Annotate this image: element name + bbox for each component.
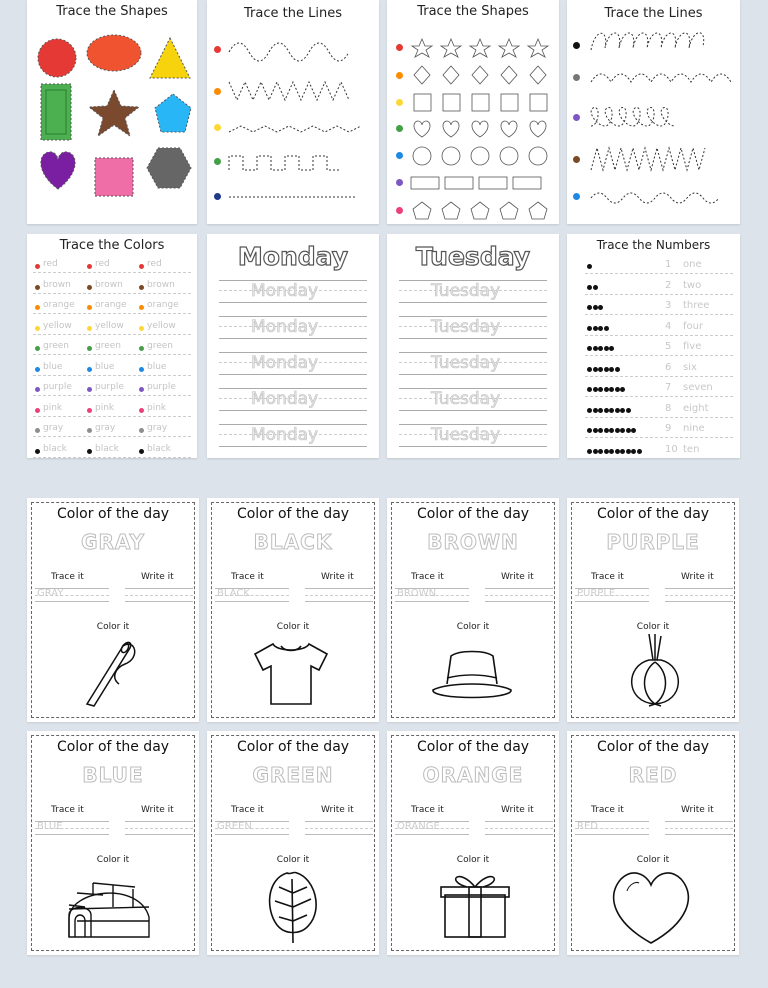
color-it-label: Color it [456,622,490,632]
worksheet-tuesday [387,234,559,458]
number-trace: 1 [665,259,672,270]
count-dot [615,408,620,413]
count-dot [626,408,631,413]
guide-line [33,436,191,437]
count-dot [587,264,592,269]
red-circle [38,39,76,77]
color-card [387,731,559,955]
color-trace-word: pink [95,402,115,413]
number-word-trace: five [683,341,702,352]
color-dot [35,387,40,392]
color-dot [139,346,144,351]
number-trace: 3 [665,300,672,311]
color-dot [87,408,92,413]
trace-label: Trace it [591,572,624,582]
color-dot [87,449,92,454]
write-lines [665,821,733,835]
count-dot [615,387,620,392]
color-card [27,498,199,722]
count-dot [604,449,609,454]
color-it-label: Color it [636,855,670,865]
base-line [219,338,367,339]
color-card [207,731,379,955]
write-label: Write it [321,572,354,582]
day-heading: Tuesday [415,242,531,271]
count-dot [587,428,592,433]
trace-label: Trace it [411,805,444,815]
count-dot [609,408,614,413]
write-lines [485,588,553,602]
base-line [399,446,547,447]
color-dot [35,326,40,331]
color-word: BLUE [82,763,144,787]
number-word-trace: two [683,279,702,291]
base-line [399,302,547,303]
guide-line [585,294,733,295]
color-word: GREEN [252,763,334,787]
needle-icon [85,638,145,710]
color-it-label: Color it [276,622,310,632]
count-dot [587,408,592,413]
write-lines [125,821,193,835]
rectangle-row [411,177,541,189]
purple-heart [41,152,75,189]
color-it-label: Color it [96,855,130,865]
circle-row [413,147,547,165]
count-dot [615,449,620,454]
color-card [567,731,739,955]
color-trace-word: orange [95,300,127,310]
day-trace-word: Tuesday [431,353,501,373]
color-it-label: Color it [636,622,670,632]
count-dot [604,346,609,351]
card-title: Color of the day [236,739,350,755]
sheet-title: Trace the Shapes [417,4,529,19]
color-dot [139,285,144,290]
count-dot [620,408,625,413]
trace-word: GRAY [37,588,64,599]
worksheet-trace-lines-2 [567,0,740,224]
guide-line [585,417,733,418]
number-trace: 6 [665,361,672,373]
color-dot [139,449,144,454]
color-trace-word: blue [95,361,115,372]
count-dot [604,387,609,392]
write-lines [305,821,373,835]
sheet-title: Trace the Shapes [56,4,168,19]
color-trace-word: pink [147,402,167,413]
brown-star [89,90,139,136]
color-card [387,498,559,722]
color-trace-word: red [95,259,110,269]
count-dot [604,367,609,372]
outline-shapes-grid [387,0,559,224]
color-trace-word: yellow [147,320,176,331]
pink-square [95,158,133,196]
trace-word: BLACK [217,588,250,599]
guide-line [33,395,191,396]
base-line [399,374,547,375]
number-trace: 4 [665,320,672,332]
trace-lines-paths [567,0,740,224]
base-line [219,410,367,411]
trace-word: RED [577,821,598,832]
count-dot [609,387,614,392]
color-word: BROWN [427,530,519,554]
count-dot [587,346,592,351]
color-trace-word: black [95,443,119,454]
guide-line [33,416,191,417]
trace-label: Trace it [411,572,444,582]
number-word-trace: four [683,320,704,332]
write-lines [485,821,553,835]
square-row [414,94,547,111]
color-word: BLACK [253,530,333,554]
day-trace-word: Tuesday [431,281,501,301]
color-dot [139,305,144,310]
write-label: Write it [681,572,714,582]
card-title: Color of the day [596,506,710,522]
trace-label: Trace it [231,805,264,815]
day-trace-word: Tuesday [431,389,501,409]
number-word-trace: six [683,361,697,373]
worksheet-trace-colors [27,234,197,458]
shapes-illustration [27,24,197,224]
onion-icon [619,632,691,712]
color-dot [139,367,144,372]
color-dot [87,367,92,372]
color-trace-word: yellow [95,320,124,331]
guide-line [585,355,733,356]
color-dot [35,305,40,310]
count-dot [626,449,631,454]
write-label: Write it [141,805,174,815]
color-trace-word: gray [95,423,116,433]
worksheet-trace-numbers [567,234,740,458]
count-dot [598,387,603,392]
color-it-label: Color it [276,855,310,865]
count-dot [598,326,603,331]
count-dot [593,449,598,454]
count-dot [626,428,631,433]
count-dot [593,326,598,331]
worksheet-trace-shapes-outline [387,0,559,224]
heart-row [414,121,546,137]
color-word: GRAY [81,530,145,554]
count-dot [609,367,614,372]
count-dot [593,367,598,372]
guide-line [585,314,733,315]
day-trace-word: Monday [251,353,319,373]
trace-word: ORANGE [397,821,440,832]
number-trace: 5 [665,341,672,352]
card-title: Color of the day [56,739,170,755]
color-it-label: Color it [96,622,130,632]
color-it-label: Color it [456,855,490,865]
count-dot [609,346,614,351]
color-dot [87,346,92,351]
worksheet-trace-lines-1 [207,0,379,224]
write-label: Write it [501,805,534,815]
color-dot [35,408,40,413]
write-lines [125,588,193,602]
number-word-trace: seven [683,382,713,393]
write-label: Write it [681,805,714,815]
number-word-trace: eight [683,402,709,414]
guide-line [585,437,733,438]
worksheet-monday [207,234,379,458]
trace-word: GREEN [217,821,252,832]
color-trace-word: purple [43,382,72,392]
count-dot [587,387,592,392]
blue-pentagon [155,94,191,132]
base-line [219,374,367,375]
trace-label: Trace it [231,572,264,582]
color-card [207,498,379,722]
gray-hexagon [147,148,191,188]
number-word-trace: one [683,259,702,270]
count-dot [587,449,592,454]
guide-line [33,354,191,355]
number-word-trace: ten [683,443,700,455]
color-dot [35,428,40,433]
color-dot [35,264,40,269]
base-line [399,410,547,411]
color-dot [139,387,144,392]
color-trace-word: green [43,341,69,351]
base-line [399,338,547,339]
count-dot [609,428,614,433]
igloo-icon [63,869,155,941]
guide-line [585,335,733,336]
color-word: ORANGE [422,763,524,787]
pentagon-row [413,202,547,219]
color-trace-word: purple [95,382,124,392]
trace-label: Trace it [591,805,624,815]
color-trace-word: blue [147,361,167,372]
color-trace-word: red [43,259,58,269]
trace-lines-paths [207,0,379,224]
number-trace: 8 [665,402,672,414]
red-oval [87,35,141,71]
color-trace-word: pink [43,402,63,413]
count-dot [604,408,609,413]
count-dot [631,428,636,433]
trace-label: Trace it [51,805,84,815]
count-dot [593,285,598,290]
color-dot [87,285,92,290]
number-trace: 10 [665,443,678,455]
count-dot [620,428,625,433]
color-trace-word: green [95,341,121,351]
count-dot [604,428,609,433]
count-dot [593,387,598,392]
guide-line [585,396,733,397]
color-dot [35,449,40,454]
color-dot [139,326,144,331]
count-dot [598,305,603,310]
color-trace-word: yellow [43,320,72,331]
color-dot [87,428,92,433]
color-trace-word: purple [147,382,176,392]
write-lines [305,588,373,602]
count-dot [620,387,625,392]
day-trace-word: Tuesday [431,317,501,337]
card-title: Color of the day [236,506,350,522]
sheet-title: Trace the Numbers [596,238,711,252]
color-trace-word: orange [147,300,179,310]
color-trace-word: brown [43,279,71,290]
heart-icon [607,869,697,947]
color-word: RED [628,763,678,787]
color-card [567,498,739,722]
count-dot [587,367,592,372]
color-dot [87,264,92,269]
count-dot [598,449,603,454]
sheet-title: Trace the Colors [59,238,165,253]
trace-label: Trace it [51,572,84,582]
guide-line [33,293,191,294]
count-dot [598,367,603,372]
color-dot [35,285,40,290]
guide-line [585,458,733,459]
color-trace-word: black [43,443,67,454]
color-dot [139,428,144,433]
number-word-trace: three [683,300,710,311]
color-dot [87,387,92,392]
count-dot [598,346,603,351]
trace-word: BROWN [397,588,437,599]
yellow-triangle [150,38,190,78]
card-title: Color of the day [416,739,530,755]
color-dot [87,305,92,310]
base-line [219,446,367,447]
count-dot [598,428,603,433]
card-title: Color of the day [416,506,530,522]
leaf-icon [263,869,323,949]
color-trace-word: black [147,443,171,454]
day-trace-word: Monday [251,425,319,445]
color-trace-word: green [147,341,173,351]
worksheet-trace-shapes-color [27,0,197,224]
count-dot [637,449,642,454]
guide-line [33,272,191,273]
color-trace-word: gray [43,423,64,433]
number-trace: 7 [665,382,672,393]
count-dot [593,305,598,310]
tshirt-icon [251,640,331,710]
gift-box-icon [437,867,513,939]
count-dot [620,449,625,454]
day-trace-word: Monday [251,317,319,337]
sheet-title: Trace the Lines [604,6,703,21]
count-dot [593,346,598,351]
write-lines [665,588,733,602]
color-dot [87,326,92,331]
count-dot [593,428,598,433]
number-trace: 2 [665,279,672,291]
count-dot [604,326,609,331]
number-trace: 9 [665,423,672,434]
color-word: PURPLE [606,530,700,554]
guide-line [585,273,733,274]
color-dot [139,264,144,269]
count-dot [615,428,620,433]
color-card [27,731,199,955]
trace-word: PURPLE [577,588,616,599]
card-title: Color of the day [596,739,710,755]
number-word-trace: nine [683,423,705,434]
color-dot [35,346,40,351]
count-dot [587,285,592,290]
day-trace-word: Tuesday [431,425,501,445]
color-trace-word: brown [95,279,123,290]
guide-line [585,376,733,377]
color-trace-word: red [147,259,162,269]
count-dot [615,367,620,372]
guide-line [33,334,191,335]
diamond-row [414,66,546,84]
color-trace-word: brown [147,279,175,290]
color-dot [139,408,144,413]
bucket-hat-icon [429,648,515,702]
write-label: Write it [321,805,354,815]
day-heading: Monday [237,242,349,271]
sheet-title: Trace the Lines [244,6,342,21]
count-dot [587,326,592,331]
guide-line [33,313,191,314]
guide-line [33,375,191,376]
count-dot [631,449,636,454]
count-dot [593,408,598,413]
trace-word: BLUE [37,821,63,832]
count-dot [609,449,614,454]
star-row [412,39,548,57]
base-line [219,302,367,303]
color-trace-word: gray [147,423,168,433]
guide-line [33,457,191,458]
count-dot [587,305,592,310]
color-dot [35,367,40,372]
write-label: Write it [141,572,174,582]
write-label: Write it [501,572,534,582]
day-trace-word: Monday [251,281,319,301]
day-trace-word: Monday [251,389,319,409]
color-trace-word: blue [43,361,63,372]
card-title: Color of the day [56,506,170,522]
color-trace-word: orange [43,300,75,310]
count-dot [598,408,603,413]
